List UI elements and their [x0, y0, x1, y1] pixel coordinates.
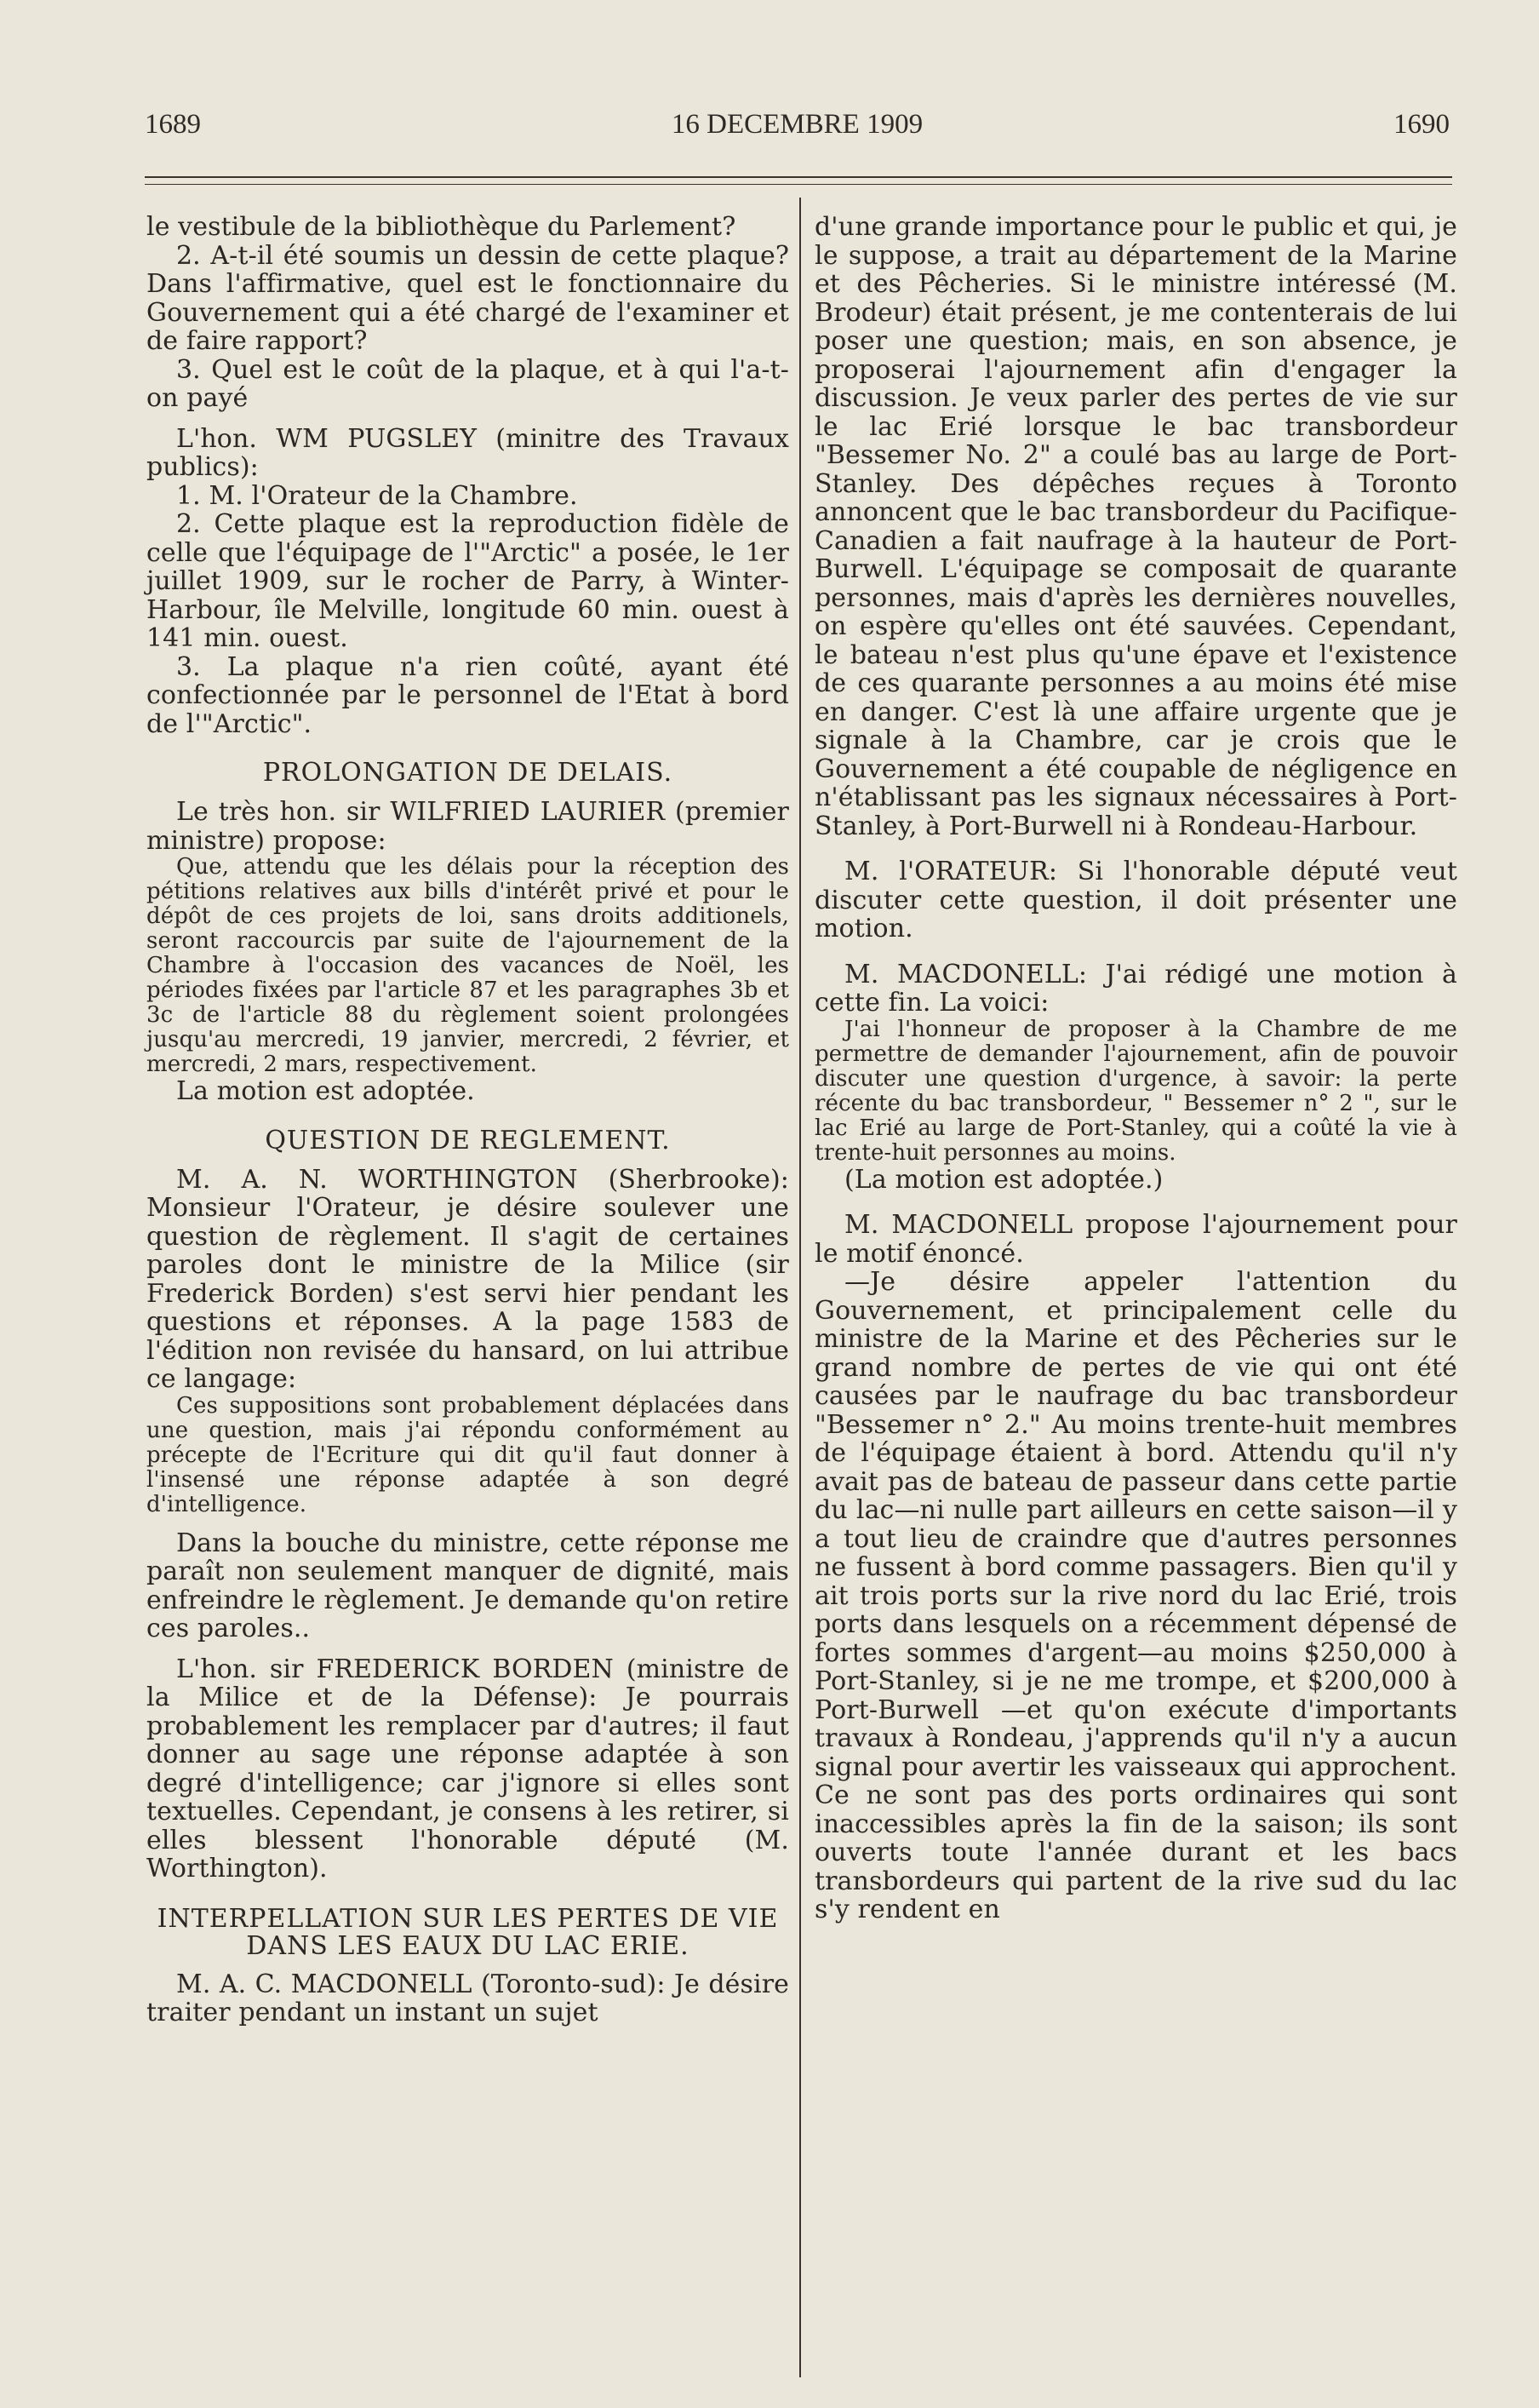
header-rule-thin [145, 184, 1452, 185]
paragraph: le vestibule de la bibliothèque du Parlement? [146, 212, 736, 242]
paragraph: La motion est adoptée. [176, 1076, 475, 1106]
left-column [146, 213, 789, 2027]
quoted-motion: Que, attendu que les délais pour la réception des pétitions relatives aux bills d'intérêt privé et pour le dépôt de ces projets de loi, sans droits additionels, seront raccourcis par suite de l'ajournement de la Chambre à l'occasion des vacances de Noël, les périodes fixées par l'article 87 et les paragraphes 3b et 3c de l'article 88 du règlement soient prolongées jusqu'au mercredi, 19 janvier, mercredi, 2 février, et mercredi, 2 mars, respectivement. [146, 854, 789, 1077]
paragraph: 3. Quel est le coût de la plaque, et à qui l'a-t-on payé [146, 354, 789, 413]
section-heading: QUESTION DE REGLEMENT. [265, 1125, 671, 1155]
section-heading: INTERPELLATION SUR LES PERTES DE VIE DANS LES EAUX DU LAC ERIE. [157, 1903, 779, 1961]
paragraph: M. MACDONELL propose l'ajournement pour le motif énoncé. [815, 1210, 1457, 1269]
paragraph: 2. Cette plaque est la reproduction fidèle de celle que l'équipage de l'"Arctic" a posée, le 1er juillet 1909, sur le rocher de Parry, à Winter-Harbour, île Melville, longitude 60 min. ouest à 141 min. ouest. [146, 509, 789, 653]
header-rule-thick [145, 176, 1452, 178]
paragraph: M. MACDONELL: J'ai rédigé une motion à cette fin. La voici: [815, 959, 1457, 1018]
paragraph: M. l'ORATEUR: Si l'honorable député veut discuter cette question, il doit présenter une motion. [815, 857, 1457, 943]
paragraph: 1. M. l'Orateur de la Chambre. [176, 480, 578, 511]
paragraph: L'hon. WM PUGSLEY (minitre des Travaux publics): [146, 423, 789, 482]
paragraph: Dans la bouche du ministre, cette réponse me paraît non seulement manquer de dignité, mais enfreindre le règlement. Je demande qu'on retire ces paroles.. [146, 1528, 789, 1643]
paragraph: Le très hon. sir WILFRIED LAURIER (premier ministre) propose: [146, 797, 789, 856]
paragraph: 2. A-t-il été soumis un dessin de cette plaque? Dans l'affirmative, quel est le fonctionnaire du Gouvernement qui a été chargé de l'examiner et de faire rapport? [146, 240, 789, 356]
right-column [815, 213, 1457, 1924]
paragraph: (La motion est adoptée.) [844, 1164, 1164, 1195]
paragraph: 3. La plaque n'a rien coûté, ayant été confectionnée par le personnel de l'Etat à bord de l'"Arctic". [146, 651, 789, 739]
column-divider [799, 198, 801, 2377]
section-heading: PROLONGATION DE DELAIS. [262, 758, 673, 788]
page-number-left: 1689 [145, 109, 201, 140]
quoted-motion: Ces suppositions sont probablement déplacées dans une question, mais j'ai répondu conformément au précepte de l'Ecriture qui dit qu'il faut donner à l'insensé une réponse adaptée à son degré d'intelligence. [146, 1392, 789, 1517]
paragraph: M. A. N. WORTHINGTON (Sherbrooke): Monsieur l'Orateur, je désire soulever une question de règlement. Il s'agit de certaines paroles dont le ministre de la Milice (sir Frederick Borden) s'est servi hier pendant les questions et réponses. A la page 1583 de l'édition non revisée du hansard, on lui attribue ce langage: [146, 1164, 789, 1394]
quoted-motion: J'ai l'honneur de proposer à la Chambre de me permettre de demander l'ajournement, afin de pouvoir discuter une question d'urgence, à savoir: la perte récente du bac transbordeur, " Bessemer n° 2 ", sur le lac Erié au large de Port-Stanley, qui a coûté la vie à trente-huit personnes au moins. [815, 1016, 1457, 1166]
page-number-right: 1690 [1393, 109, 1450, 140]
paragraph: d'une grande importance pour le public et qui, je le suppose, a trait au département de la Marine et des Pêcheries. Si le ministre intéressé (M. Brodeur) était présent, je me contenterais de lui poser une question; mais, en son absence, je proposerai l'ajournement afin d'engager la discussion. Je veux parler des pertes de vie sur le lac Erié lorsque le bac transbordeur "Bessemer No. 2" a coulé bas au large de Port-Stanley. Des dépêches reçues à Toronto annoncent que le bac transbordeur du Pacifique-Canadien a fait naufrage à la hauteur de Port-Burwell. L'équipage se composait de quarante personnes, mais d'après les dernières nouvelles, on espère qu'elles ont été sauvées. Cependant, le bateau n'est plus qu'une épave et l'existence de ces quarante personnes a au moins été mise en danger. C'est là une affaire urgente que je signale à la Chambre, car je crois que le Gouvernement a été coupable de négligence en n'établissant pas les signaux nécessaires à Port-Stanley, à Port-Burwell ni à Rondeau-Harbour. [815, 212, 1457, 841]
page-date: 16 DECEMBRE 1909 [671, 109, 924, 140]
paragraph: L'hon. sir FREDERICK BORDEN (ministre de la Milice et de la Défense): Je pourrais probablement les remplacer par d'autres; il faut donner au sage une réponse adaptée à son degré d'intelligence; car j'ignore si elles sont textuelles. Cependant, je consens à les retirer, si elles blessent l'honorable député (M. Worthington). [146, 1654, 789, 1883]
paragraph: M. A. C. MACDONELL (Toronto-sud): Je désire traiter pendant un instant un sujet [146, 1969, 789, 2027]
paragraph: —Je désire appeler l'attention du Gouvernement, et principalement celle du ministre de la Marine et des Pêcheries sur le grand nombre de pertes de vie qui ont été causées par le naufrage du bac transbordeur "Bessemer n° 2." Au moins trente-huit membres de l'équipage étaient à bord. Attendu qu'il n'y avait pas de bateau de passeur dans cette partie du lac—ni nulle part ailleurs en cette saison—il y a tout lieu de craindre que d'autres personnes ne fussent à bord comme passagers. Bien qu'il y ait trois ports sur la rive nord du lac Erié, trois ports dans lesquels on a récemment dépensé de fortes sommes d'argent—au moins $250,000 à Port-Stanley, si je ne me trompe, et $200,000 à Port-Burwell —et qu'on exécute d'importants travaux à Rondeau, j'apprends qu'il n'y a aucun signal pour avertir les vaisseaux qui approchent. Ce ne sont pas des ports ordinaires qui sont inaccessibles après la fin de la saison; ils sont ouverts toute l'année durant et les bacs transbordeurs qui partent de la rive sud du lac s'y rendent en [815, 1267, 1457, 1924]
page-header [145, 100, 1450, 152]
